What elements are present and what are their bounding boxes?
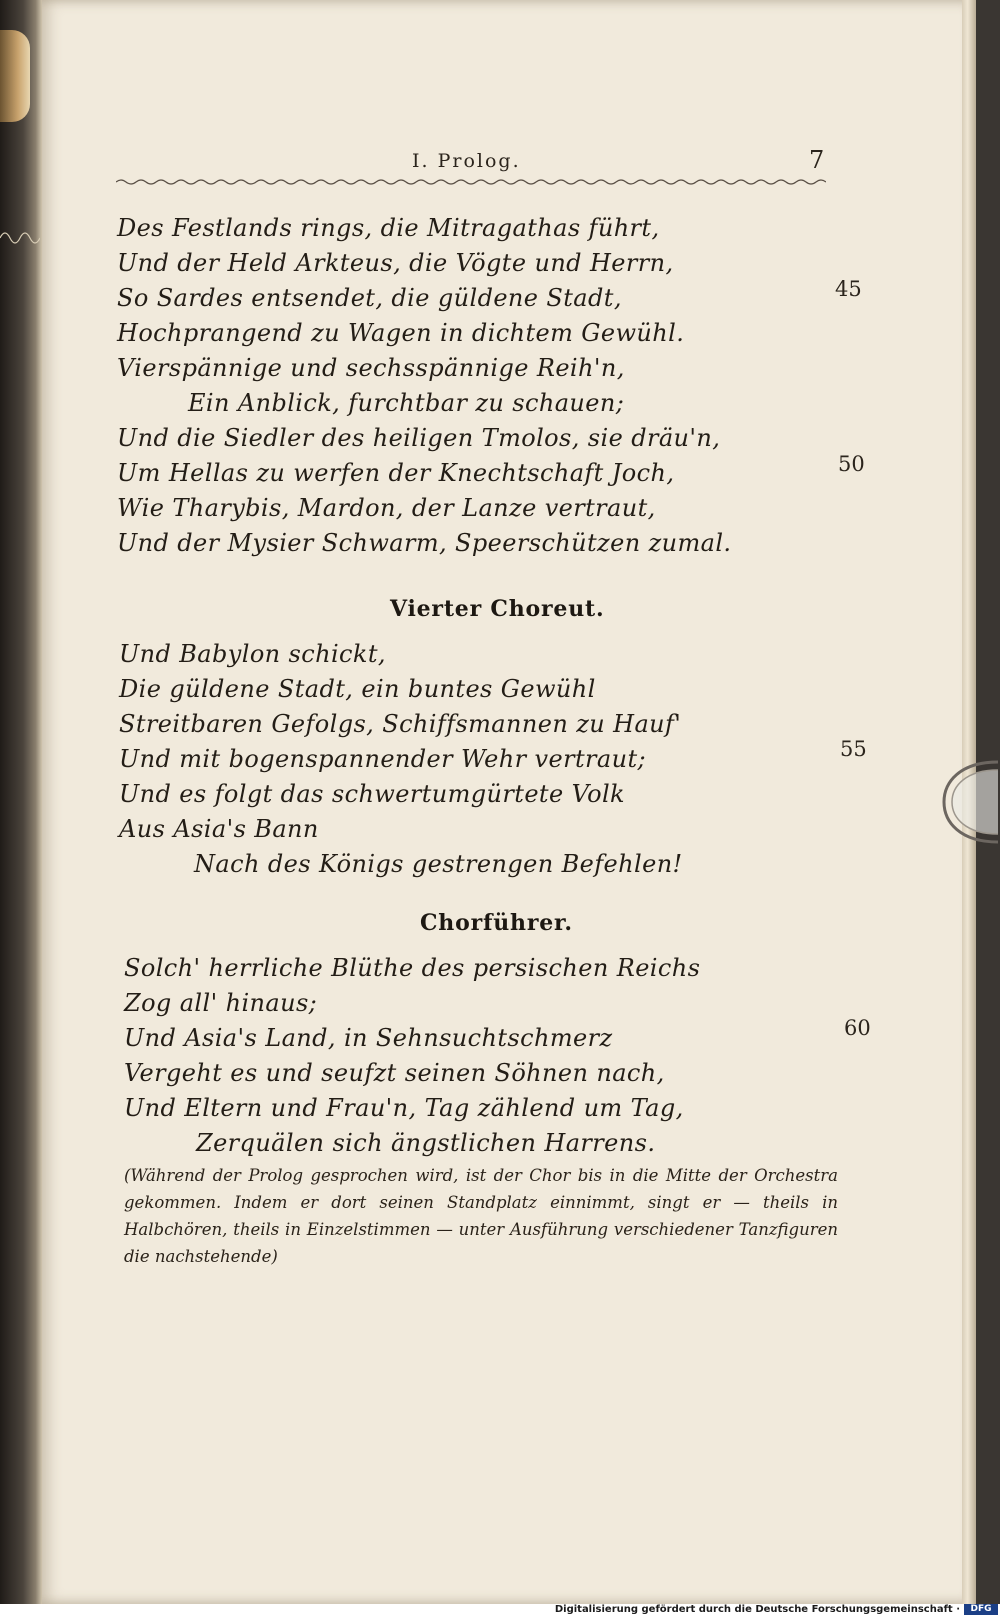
verse-line: Um Hellas zu werfen der Knechtschaft Joch, (117, 459, 675, 487)
verse-line: Vierspännige und sechsspännige Reih'n, (117, 354, 625, 382)
verse-line: Und Eltern und Frau'n, Tag zählend um Tag, (124, 1094, 684, 1122)
dfg-logo: DFG (964, 1604, 998, 1615)
verse-line: Zerquälen sich ängstlichen Harrens. (196, 1129, 656, 1157)
line-number: 50 (838, 452, 865, 476)
verse-line: Ein Anblick, furchtbar zu schauen; (188, 389, 625, 417)
verse-line: So Sardes entsendet, die güldene Stadt, (117, 284, 622, 312)
verse-line: Wie Tharybis, Mardon, der Lanze vertraut, (117, 494, 656, 522)
verse-line: Und die Siedler des heiligen Tmolos, sie dräu'n, (117, 424, 721, 452)
running-title: I. Prolog. (412, 150, 521, 172)
verse-line: Und es folgt das schwertumgürtete Volk (119, 780, 625, 808)
verse-line: Solch' herrliche Blüthe des persischen Reichs (124, 954, 701, 982)
verse-line: Und der Mysier Schwarm, Speerschützen zumal. (117, 529, 732, 557)
binding-ribbon (0, 30, 30, 122)
verse-line: Des Festlands rings, die Mitragathas führt, (117, 214, 660, 242)
verse-line: Und mit bogenspannender Wehr vertraut; (119, 745, 646, 773)
verse-line: Die güldene Stadt, ein buntes Gewühl (119, 675, 596, 703)
decorative-rule (116, 176, 826, 188)
binding-thread-icon (0, 220, 40, 250)
speaker-heading: Chorführer. (420, 910, 573, 936)
verse-line: Nach des Königs gestrengen Befehlen! (194, 850, 683, 878)
verse-line: Und Babylon schickt, (119, 640, 386, 668)
verse-line: Und Asia's Land, in Sehnsuchtschmerz (124, 1024, 613, 1052)
digitization-credit: Digitalisierung gefördert durch die Deutsche Forschungsgemeinschaft · (554, 1604, 960, 1615)
page-clip-icon (940, 758, 1000, 846)
book-binding (0, 0, 42, 1604)
speaker-heading: Vierter Choreut. (390, 596, 605, 622)
verse-line: Hochprangend zu Wagen in dichtem Gewühl. (117, 319, 685, 347)
page-number: 7 (809, 146, 825, 174)
stage-direction: (Während der Prolog gesprochen wird, ist der Chor bis in die Mitte der Orchestra gekommen. Indem er dort seinen Standplatz einnimmt, singt er — theils in Halbchören, theils in Einzelstimmen — unter Ausführung verschiedener Tanzfiguren die nachstehende) (124, 1166, 838, 1266)
verse-line: Und der Held Arkteus, die Vögte und Herrn, (117, 249, 674, 277)
line-number: 55 (840, 737, 867, 761)
line-number: 45 (835, 277, 862, 301)
verse-line: Aus Asia's Bann (119, 815, 319, 843)
verse-line: Streitbaren Gefolgs, Schiffsmannen zu Hauf' (119, 710, 682, 738)
verse-line: Zog all' hinaus; (124, 989, 318, 1017)
verse-line: Vergeht es und seufzt seinen Söhnen nach, (124, 1059, 665, 1087)
line-number: 60 (844, 1016, 871, 1040)
